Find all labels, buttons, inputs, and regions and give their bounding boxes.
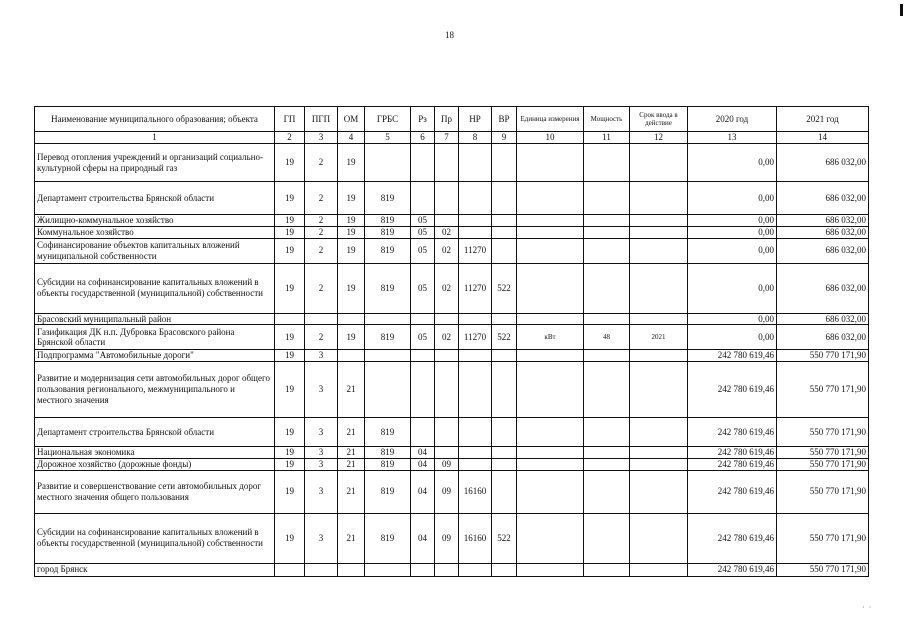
cell-vr: [492, 226, 517, 238]
cell-rz: [411, 418, 435, 447]
cell-nr: [459, 563, 492, 576]
cell-nr: [459, 313, 492, 325]
cell-gp: 19: [275, 182, 305, 215]
cell-term: [630, 418, 688, 447]
cell-om: 21: [338, 470, 365, 513]
cell-y2020: 242 780 619,46: [688, 513, 777, 563]
cell-ppgp: 2: [305, 226, 338, 238]
cell-y2021: 686 032,00: [777, 325, 869, 350]
cell-om: [338, 350, 365, 362]
table-row: [35, 458, 869, 470]
cell-pr: [435, 144, 459, 182]
cell-name: Национальная экономика: [35, 447, 275, 459]
cell-vr: [492, 144, 517, 182]
cell-name: Субсидии на софинансирование капитальных вложений в объекты государственной (муниципальной) собственности: [35, 263, 275, 313]
cell-grbs: 819: [365, 325, 411, 350]
cell-gp: 19: [275, 513, 305, 563]
cell-ppgp: 2: [305, 182, 338, 215]
cell-pr: 09: [435, 513, 459, 563]
cell-gp: 19: [275, 418, 305, 447]
cell-nr: [459, 362, 492, 418]
cell-ppgp: 3: [305, 513, 338, 563]
cell-grbs: 819: [365, 182, 411, 215]
column-number: 5: [365, 132, 411, 144]
table-row: [35, 313, 869, 325]
cell-unit: [517, 563, 584, 576]
cell-y2020: 242 780 619,46: [688, 563, 777, 576]
cell-pr: [435, 350, 459, 362]
cell-name: Газификация ДК н.п. Дубровка Брасовского района Брянской области: [35, 325, 275, 350]
cell-pr: [435, 418, 459, 447]
cell-y2021: 686 032,00: [777, 182, 869, 215]
cell-ppgp: [305, 563, 338, 576]
header-om: ОМ: [338, 107, 365, 132]
cell-y2020: 242 780 619,46: [688, 470, 777, 513]
cell-om: 19: [338, 325, 365, 350]
cell-ppgp: 2: [305, 215, 338, 227]
cell-y2021: 550 770 171,90: [777, 418, 869, 447]
cell-grbs: 819: [365, 418, 411, 447]
cell-unit: [517, 182, 584, 215]
cell-vr: [492, 182, 517, 215]
cell-unit: [517, 263, 584, 313]
cell-gp: [275, 563, 305, 576]
cell-name: Жилищно-коммунальное хозяйство: [35, 215, 275, 227]
cell-grbs: [365, 313, 411, 325]
cell-grbs: [365, 563, 411, 576]
cell-y2020: 242 780 619,46: [688, 418, 777, 447]
cell-power: [584, 362, 630, 418]
cell-nr: 16160: [459, 513, 492, 563]
cell-ppgp: 2: [305, 238, 338, 263]
table-body: [35, 144, 869, 577]
table-row: [35, 447, 869, 459]
header-power: Мощность: [584, 107, 630, 132]
column-number: 9: [492, 132, 517, 144]
cell-gp: 19: [275, 447, 305, 459]
cell-grbs: 819: [365, 226, 411, 238]
column-number-row: [35, 132, 869, 144]
cell-rz: [411, 313, 435, 325]
cell-om: 19: [338, 263, 365, 313]
page-number: 18: [445, 30, 454, 40]
cell-om: [338, 313, 365, 325]
cell-om: 21: [338, 447, 365, 459]
column-number: 7: [435, 132, 459, 144]
cell-power: [584, 470, 630, 513]
cell-pr: [435, 563, 459, 576]
cell-y2020: 0,00: [688, 238, 777, 263]
cell-grbs: 819: [365, 215, 411, 227]
cell-name: Развитие и совершенствование сети автомобильных дорог местного значения общего пользования: [35, 470, 275, 513]
cell-nr: [459, 458, 492, 470]
cell-pr: [435, 215, 459, 227]
cell-nr: [459, 418, 492, 447]
cell-nr: 16160: [459, 470, 492, 513]
cell-ppgp: 3: [305, 447, 338, 459]
cell-unit: [517, 470, 584, 513]
cell-y2021: 686 032,00: [777, 215, 869, 227]
table-row: [35, 563, 869, 576]
cell-vr: [492, 470, 517, 513]
cell-term: [630, 313, 688, 325]
cell-name: Коммунальное хозяйство: [35, 226, 275, 238]
column-number: 3: [305, 132, 338, 144]
cell-om: 19: [338, 226, 365, 238]
cell-gp: 19: [275, 470, 305, 513]
cell-name: Перевод отопления учреждений и организаций социально-культурной сферы на природный газ: [35, 144, 275, 182]
cell-unit: [517, 313, 584, 325]
cell-y2020: 0,00: [688, 182, 777, 215]
cell-om: 21: [338, 458, 365, 470]
cell-y2021: 550 770 171,90: [777, 513, 869, 563]
column-number: 1: [35, 132, 275, 144]
cell-y2021: 686 032,00: [777, 226, 869, 238]
cell-rz: 04: [411, 470, 435, 513]
cell-y2021: 686 032,00: [777, 238, 869, 263]
table-row: [35, 182, 869, 215]
scan-edge-mark: [900, 4, 903, 16]
cell-gp: 19: [275, 263, 305, 313]
cell-rz: [411, 362, 435, 418]
cell-y2020: 242 780 619,46: [688, 458, 777, 470]
cell-term: [630, 470, 688, 513]
cell-vr: [492, 313, 517, 325]
cell-grbs: 819: [365, 447, 411, 459]
cell-om: 19: [338, 215, 365, 227]
table-row: [35, 418, 869, 447]
cell-name: Департамент строительства Брянской области: [35, 418, 275, 447]
cell-name: Субсидии на софинансирование капитальных вложений в объекты государственной (муниципальной) собственности: [35, 513, 275, 563]
cell-rz: 04: [411, 458, 435, 470]
table-row: [35, 325, 869, 350]
cell-term: [630, 350, 688, 362]
header-ppgp: ПГП: [305, 107, 338, 132]
header-gp: ГП: [275, 107, 305, 132]
cell-nr: 11270: [459, 238, 492, 263]
cell-gp: 19: [275, 144, 305, 182]
cell-gp: 19: [275, 362, 305, 418]
column-number: 6: [411, 132, 435, 144]
header-pr: Пр: [435, 107, 459, 132]
cell-unit: [517, 226, 584, 238]
cell-rz: [411, 182, 435, 215]
cell-term: [630, 238, 688, 263]
cell-unit: [517, 362, 584, 418]
cell-term: [630, 215, 688, 227]
table-row: [35, 238, 869, 263]
cell-ppgp: 3: [305, 350, 338, 362]
cell-pr: [435, 362, 459, 418]
cell-vr: 522: [492, 325, 517, 350]
column-number: 4: [338, 132, 365, 144]
cell-grbs: [365, 350, 411, 362]
cell-ppgp: 2: [305, 144, 338, 182]
cell-y2020: 242 780 619,46: [688, 362, 777, 418]
cell-pr: [435, 182, 459, 215]
cell-rz: 05: [411, 263, 435, 313]
column-number: 8: [459, 132, 492, 144]
cell-ppgp: 3: [305, 362, 338, 418]
cell-power: 48: [584, 325, 630, 350]
cell-y2020: 0,00: [688, 313, 777, 325]
cell-grbs: [365, 362, 411, 418]
cell-nr: 11270: [459, 325, 492, 350]
cell-y2020: 0,00: [688, 226, 777, 238]
header-vr: ВР: [492, 107, 517, 132]
header-2021: 2021 год: [777, 107, 869, 132]
cell-ppgp: 3: [305, 470, 338, 513]
cell-rz: 05: [411, 215, 435, 227]
cell-vr: [492, 458, 517, 470]
column-number: 2: [275, 132, 305, 144]
cell-rz: 05: [411, 325, 435, 350]
cell-unit: [517, 513, 584, 563]
cell-grbs: 819: [365, 458, 411, 470]
cell-name: Развитие и модернизация сети автомобильных дорог общего пользования регионального, межмуниципального и местного значения: [35, 362, 275, 418]
cell-vr: [492, 563, 517, 576]
cell-power: [584, 513, 630, 563]
cell-y2021: 550 770 171,90: [777, 563, 869, 576]
cell-unit: [517, 458, 584, 470]
budget-table: [34, 106, 869, 577]
cell-term: [630, 513, 688, 563]
cell-term: [630, 458, 688, 470]
cell-nr: [459, 144, 492, 182]
cell-nr: 11270: [459, 263, 492, 313]
scan-noise: · ·: [862, 603, 873, 612]
cell-name: Департамент строительства Брянской области: [35, 182, 275, 215]
cell-gp: 19: [275, 325, 305, 350]
cell-y2021: 550 770 171,90: [777, 458, 869, 470]
cell-grbs: 819: [365, 238, 411, 263]
cell-y2020: 242 780 619,46: [688, 447, 777, 459]
cell-y2020: 242 780 619,46: [688, 350, 777, 362]
cell-nr: [459, 182, 492, 215]
cell-ppgp: 2: [305, 325, 338, 350]
table-row: [35, 226, 869, 238]
column-number: 10: [517, 132, 584, 144]
cell-rz: 05: [411, 226, 435, 238]
cell-name: Подпрограмма "Автомобильные дороги": [35, 350, 275, 362]
cell-pr: 02: [435, 238, 459, 263]
cell-om: 19: [338, 144, 365, 182]
column-number: 13: [688, 132, 777, 144]
cell-nr: [459, 226, 492, 238]
column-number: 11: [584, 132, 630, 144]
cell-power: [584, 226, 630, 238]
cell-y2021: 686 032,00: [777, 313, 869, 325]
table-row: [35, 470, 869, 513]
cell-vr: [492, 447, 517, 459]
cell-vr: [492, 418, 517, 447]
cell-term: 2021: [630, 325, 688, 350]
header-rz: Рз: [411, 107, 435, 132]
cell-om: 19: [338, 238, 365, 263]
cell-gp: 19: [275, 215, 305, 227]
cell-om: 21: [338, 418, 365, 447]
cell-vr: [492, 238, 517, 263]
cell-grbs: 819: [365, 513, 411, 563]
cell-vr: [492, 350, 517, 362]
cell-gp: 19: [275, 238, 305, 263]
cell-name: Софинансирование объектов капитальных вложений муниципальной собственности: [35, 238, 275, 263]
cell-ppgp: 3: [305, 418, 338, 447]
cell-pr: [435, 313, 459, 325]
cell-term: [630, 447, 688, 459]
cell-y2021: 550 770 171,90: [777, 362, 869, 418]
cell-power: [584, 144, 630, 182]
cell-vr: 522: [492, 263, 517, 313]
column-number: 12: [630, 132, 688, 144]
cell-term: [630, 263, 688, 313]
cell-term: [630, 226, 688, 238]
cell-vr: [492, 362, 517, 418]
cell-y2021: 686 032,00: [777, 144, 869, 182]
cell-term: [630, 182, 688, 215]
cell-grbs: 819: [365, 263, 411, 313]
cell-power: [584, 182, 630, 215]
table-row: [35, 263, 869, 313]
cell-vr: 522: [492, 513, 517, 563]
cell-om: [338, 563, 365, 576]
cell-gp: [275, 313, 305, 325]
header-row: [35, 107, 869, 132]
cell-pr: 02: [435, 226, 459, 238]
cell-om: 21: [338, 513, 365, 563]
cell-y2020: 0,00: [688, 144, 777, 182]
cell-unit: [517, 144, 584, 182]
cell-power: [584, 215, 630, 227]
cell-y2021: 550 770 171,90: [777, 447, 869, 459]
cell-pr: 09: [435, 470, 459, 513]
header-name: Наименование муниципального образования; объекта: [35, 107, 275, 132]
header-nr: НР: [459, 107, 492, 132]
table-row: [35, 513, 869, 563]
cell-gp: 19: [275, 226, 305, 238]
cell-power: [584, 238, 630, 263]
cell-gp: 19: [275, 350, 305, 362]
column-number: 14: [777, 132, 869, 144]
cell-y2021: 686 032,00: [777, 263, 869, 313]
cell-vr: [492, 215, 517, 227]
cell-y2020: 0,00: [688, 325, 777, 350]
cell-rz: [411, 563, 435, 576]
cell-pr: 02: [435, 325, 459, 350]
cell-gp: 19: [275, 458, 305, 470]
cell-term: [630, 362, 688, 418]
cell-ppgp: 2: [305, 263, 338, 313]
cell-name: Дорожное хозяйство (дорожные фонды): [35, 458, 275, 470]
cell-nr: [459, 215, 492, 227]
cell-term: [630, 563, 688, 576]
cell-rz: [411, 350, 435, 362]
cell-y2020: 0,00: [688, 263, 777, 313]
cell-unit: [517, 350, 584, 362]
table-row: [35, 362, 869, 418]
cell-y2021: 550 770 171,90: [777, 350, 869, 362]
cell-grbs: [365, 144, 411, 182]
cell-nr: [459, 350, 492, 362]
header-unit: Единица измерения: [517, 107, 584, 132]
cell-rz: 04: [411, 447, 435, 459]
cell-grbs: 819: [365, 470, 411, 513]
table-row: [35, 350, 869, 362]
table-row: [35, 215, 869, 227]
cell-rz: 05: [411, 238, 435, 263]
cell-name: Брасовский муниципальный район: [35, 313, 275, 325]
cell-power: [584, 563, 630, 576]
cell-pr: 02: [435, 263, 459, 313]
cell-power: [584, 350, 630, 362]
cell-power: [584, 263, 630, 313]
cell-unit: [517, 238, 584, 263]
cell-rz: 04: [411, 513, 435, 563]
cell-power: [584, 418, 630, 447]
cell-power: [584, 313, 630, 325]
cell-unit: кВт: [517, 325, 584, 350]
cell-power: [584, 447, 630, 459]
cell-rz: [411, 144, 435, 182]
cell-unit: [517, 418, 584, 447]
header-grbs: ГРБС: [365, 107, 411, 132]
cell-om: 19: [338, 182, 365, 215]
cell-ppgp: 3: [305, 458, 338, 470]
cell-name: город Брянск: [35, 563, 275, 576]
cell-power: [584, 458, 630, 470]
header-2020: 2020 год: [688, 107, 777, 132]
cell-y2021: 550 770 171,90: [777, 470, 869, 513]
cell-y2020: 0,00: [688, 215, 777, 227]
cell-term: [630, 144, 688, 182]
cell-ppgp: [305, 313, 338, 325]
cell-unit: [517, 215, 584, 227]
table-row: [35, 144, 869, 182]
cell-nr: [459, 447, 492, 459]
cell-pr: 09: [435, 458, 459, 470]
cell-unit: [517, 447, 584, 459]
cell-om: 21: [338, 362, 365, 418]
header-term: Срок ввода в действие: [630, 107, 688, 132]
cell-pr: [435, 447, 459, 459]
